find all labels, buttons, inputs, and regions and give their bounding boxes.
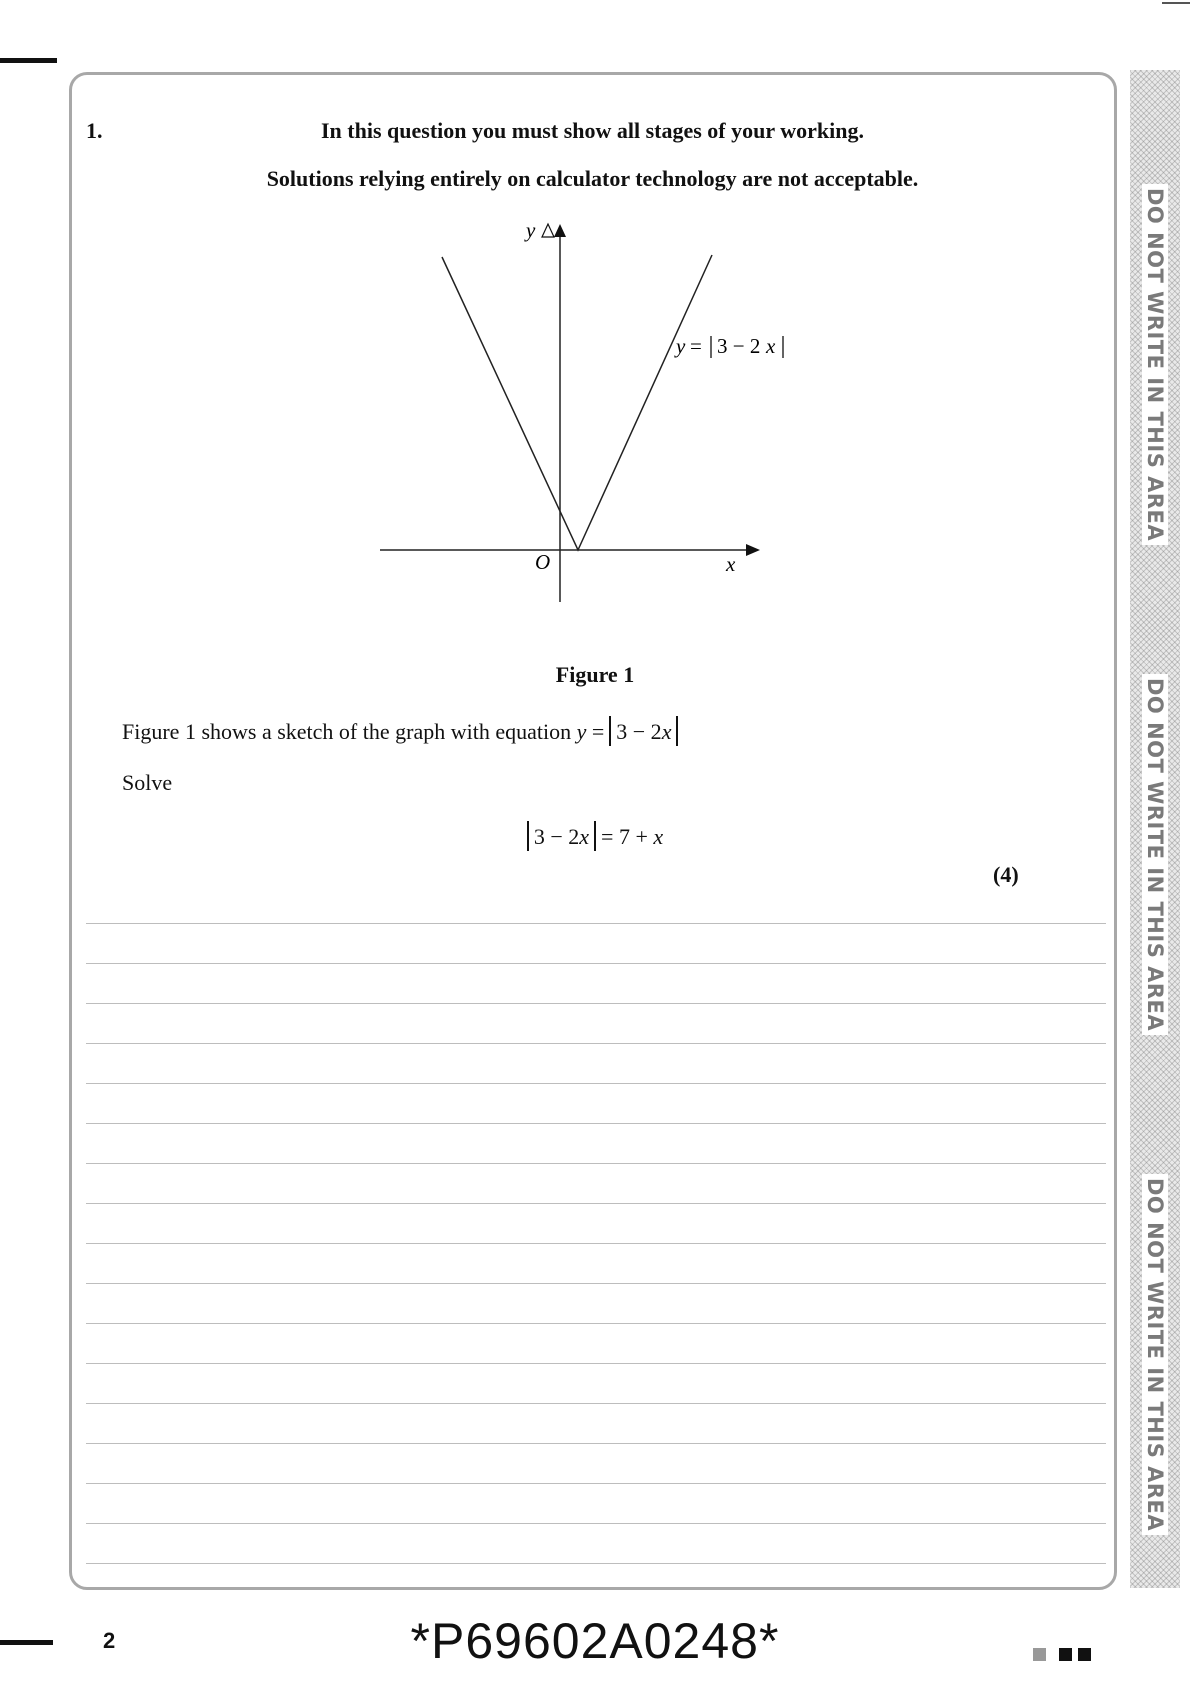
registration-mark-top-left xyxy=(0,58,57,63)
figure-graph xyxy=(380,215,800,615)
footer-square-black-2 xyxy=(1078,1648,1091,1661)
curve-label-eq: = xyxy=(690,334,702,358)
description-x: x xyxy=(661,719,672,744)
equation-abs: 3 − 2 xyxy=(533,824,580,849)
curve-label xyxy=(674,334,783,358)
equation-rhs: = 7 + xyxy=(601,824,654,849)
origin-label: O xyxy=(535,550,551,574)
answer-line[interactable] xyxy=(86,1403,1106,1404)
description-eq: = xyxy=(591,719,605,744)
answer-line[interactable] xyxy=(86,1523,1106,1524)
answer-line[interactable] xyxy=(86,1203,1106,1204)
answer-line[interactable] xyxy=(86,963,1106,964)
page-number: 2 xyxy=(103,1628,116,1653)
equation-to-solve xyxy=(0,821,1190,851)
answer-line[interactable] xyxy=(86,1363,1106,1364)
footer-square-black-1 xyxy=(1059,1648,1072,1661)
side-label-top: DO NOT WRITE IN THIS AREA xyxy=(1142,184,1168,545)
y-axis-arrow-icon xyxy=(554,224,566,237)
registration-mark-top-right xyxy=(1162,2,1190,4)
answer-line[interactable] xyxy=(86,1323,1106,1324)
answer-line[interactable] xyxy=(86,1003,1106,1004)
answer-line[interactable] xyxy=(86,1163,1106,1164)
footer-square-grey xyxy=(1033,1648,1046,1661)
answer-line[interactable] xyxy=(86,923,1106,924)
graph-curve xyxy=(442,255,712,550)
marks-label: (4) xyxy=(993,862,1019,887)
instruction-calculator: Solutions relying entirely on calculator technology are not acceptable. xyxy=(266,166,919,191)
equation-x: x xyxy=(579,824,590,849)
solve-label: Solve xyxy=(122,770,173,795)
y-axis-arrow-outline-icon xyxy=(542,224,554,237)
side-label-middle: DO NOT WRITE IN THIS AREA xyxy=(1142,674,1168,1035)
side-label-bottom: DO NOT WRITE IN THIS AREA xyxy=(1142,1174,1168,1535)
instruction-working: In this question you must show all stages of your working. xyxy=(321,118,864,143)
barcode-text: *P69602A0248* xyxy=(410,1613,780,1669)
description-abs: 3 − 2 xyxy=(616,719,662,744)
answer-line[interactable] xyxy=(86,1563,1106,1564)
answer-line[interactable] xyxy=(86,1443,1106,1444)
answer-line[interactable] xyxy=(86,1243,1106,1244)
y-axis-label: y xyxy=(526,218,536,242)
answer-line[interactable] xyxy=(86,1283,1106,1284)
answer-line[interactable] xyxy=(86,1083,1106,1084)
answer-line[interactable] xyxy=(86,1123,1106,1124)
question-number: 1. xyxy=(86,118,103,143)
curve-label-y: y xyxy=(676,334,686,358)
curve-label-x: x xyxy=(766,334,776,358)
x-axis-arrow-icon xyxy=(746,544,760,556)
curve-label-expr: 3 − 2 xyxy=(717,334,761,358)
description-prefix: Figure 1 shows a sketch of the graph with equation xyxy=(122,719,572,744)
figure-description xyxy=(122,716,683,746)
figure-caption: Figure 1 xyxy=(555,662,635,687)
equation-rhs-x: x xyxy=(653,824,664,849)
x-axis-label: x xyxy=(726,552,736,576)
answer-line[interactable] xyxy=(86,1483,1106,1484)
description-y: y xyxy=(576,719,587,744)
answer-line[interactable] xyxy=(86,1043,1106,1044)
